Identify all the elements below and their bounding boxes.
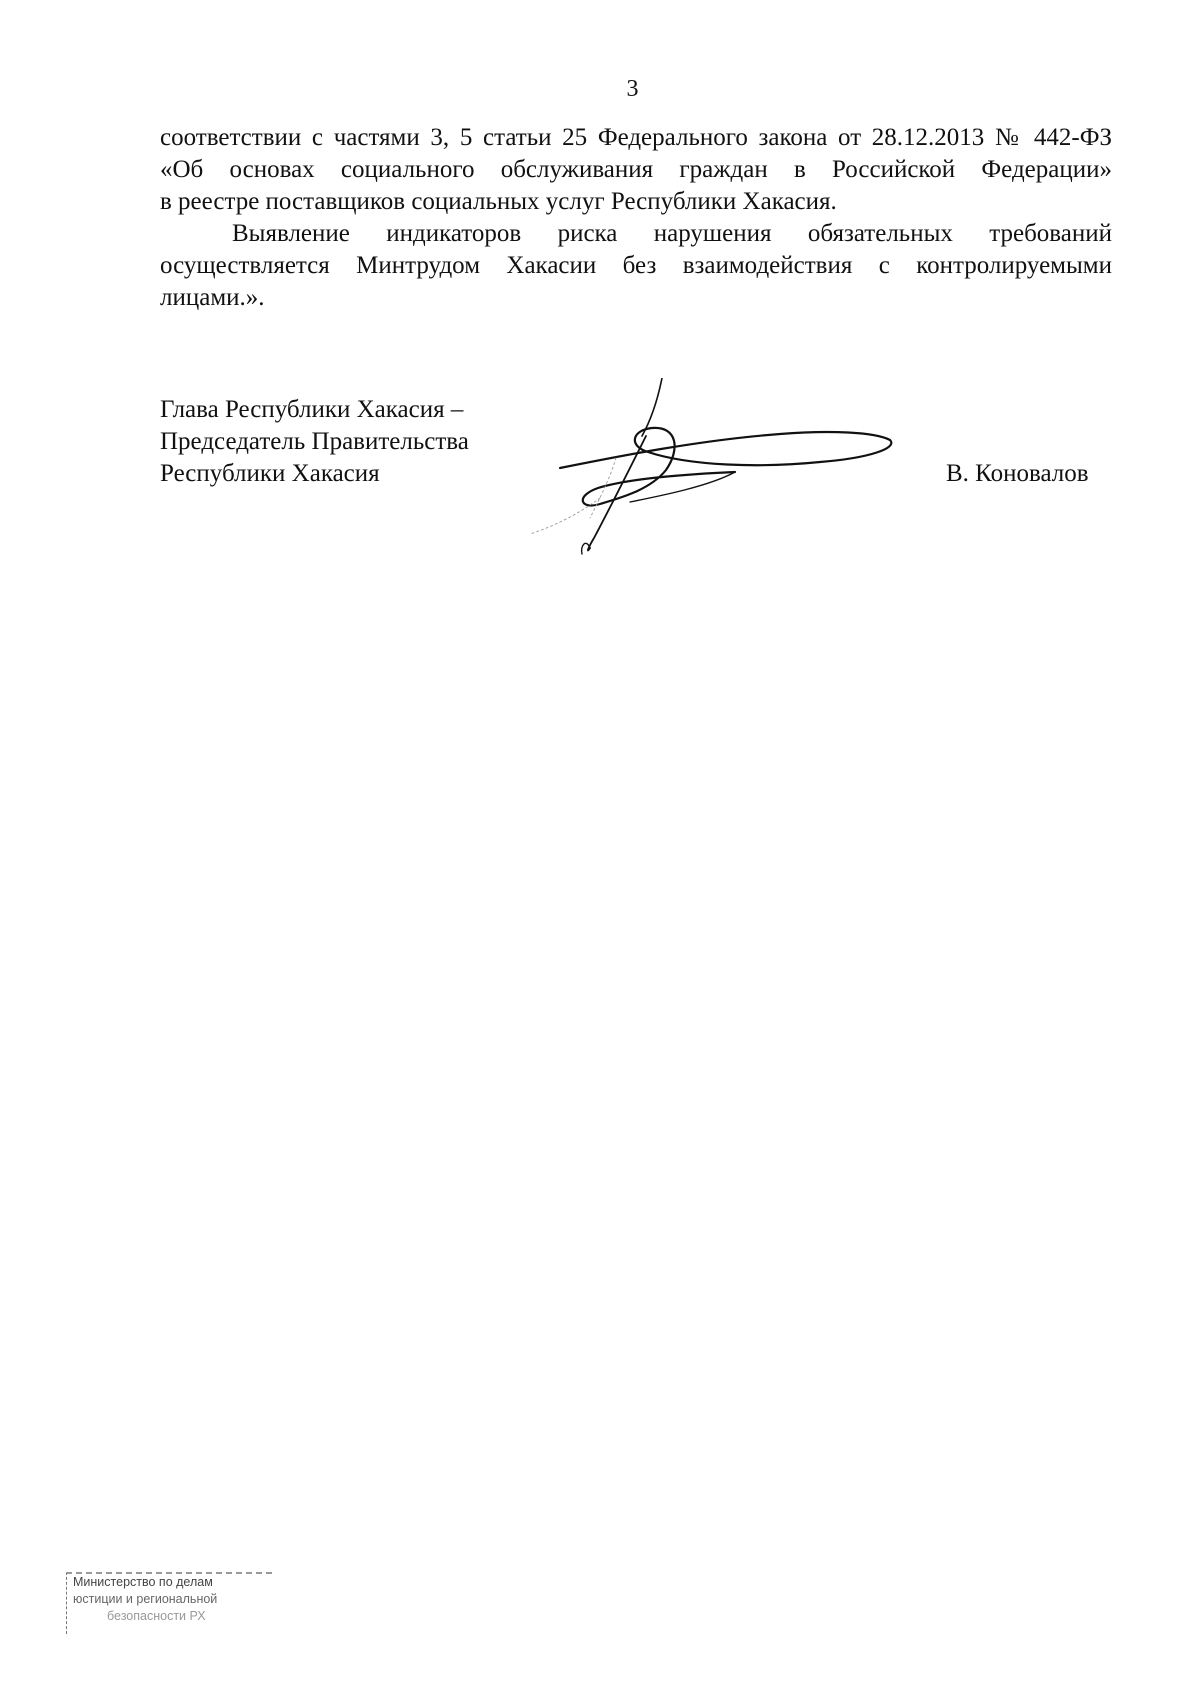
handwritten-signature bbox=[530, 378, 910, 578]
paragraph-2-line: Выявление индикаторов риска нарушения обязательных требований bbox=[232, 220, 1112, 247]
paragraph-1 bbox=[160, 122, 1112, 218]
stamp-line: безопасности РХ bbox=[107, 1609, 206, 1623]
stamp-line: Министерство по делам bbox=[73, 1575, 213, 1589]
paragraph-1-line: «Об основах социального обслуживания граждан в Российской Федерации» bbox=[160, 156, 1112, 183]
registration-stamp bbox=[66, 1572, 272, 1634]
signatory-position bbox=[160, 394, 469, 490]
document-body bbox=[160, 122, 1112, 314]
stamp-line: юстиции и региональной bbox=[73, 1592, 218, 1606]
paragraph-1-line: соответствии с частями 3, 5 статьи 25 Федерального закона от 28.12.2013 № 442-ФЗ bbox=[160, 124, 1112, 151]
signatory-position-line: Республики Хакасия bbox=[160, 460, 380, 487]
signatory-position-line: Глава Республики Хакасия – bbox=[160, 396, 464, 423]
paragraph-2-line: осуществляется Минтрудом Хакасии без взаимодействия с контролируемыми bbox=[160, 252, 1112, 279]
signatory-name: В. Коновалов bbox=[946, 460, 1089, 487]
paragraph-2 bbox=[160, 218, 1112, 314]
signatory-position-line: Председатель Правительства bbox=[160, 428, 469, 455]
page-number: 3 bbox=[626, 76, 639, 102]
paragraph-1-line: в реестре поставщиков социальных услуг Республики Хакасия. bbox=[160, 188, 837, 215]
paragraph-2-line: лицами.». bbox=[160, 284, 265, 311]
